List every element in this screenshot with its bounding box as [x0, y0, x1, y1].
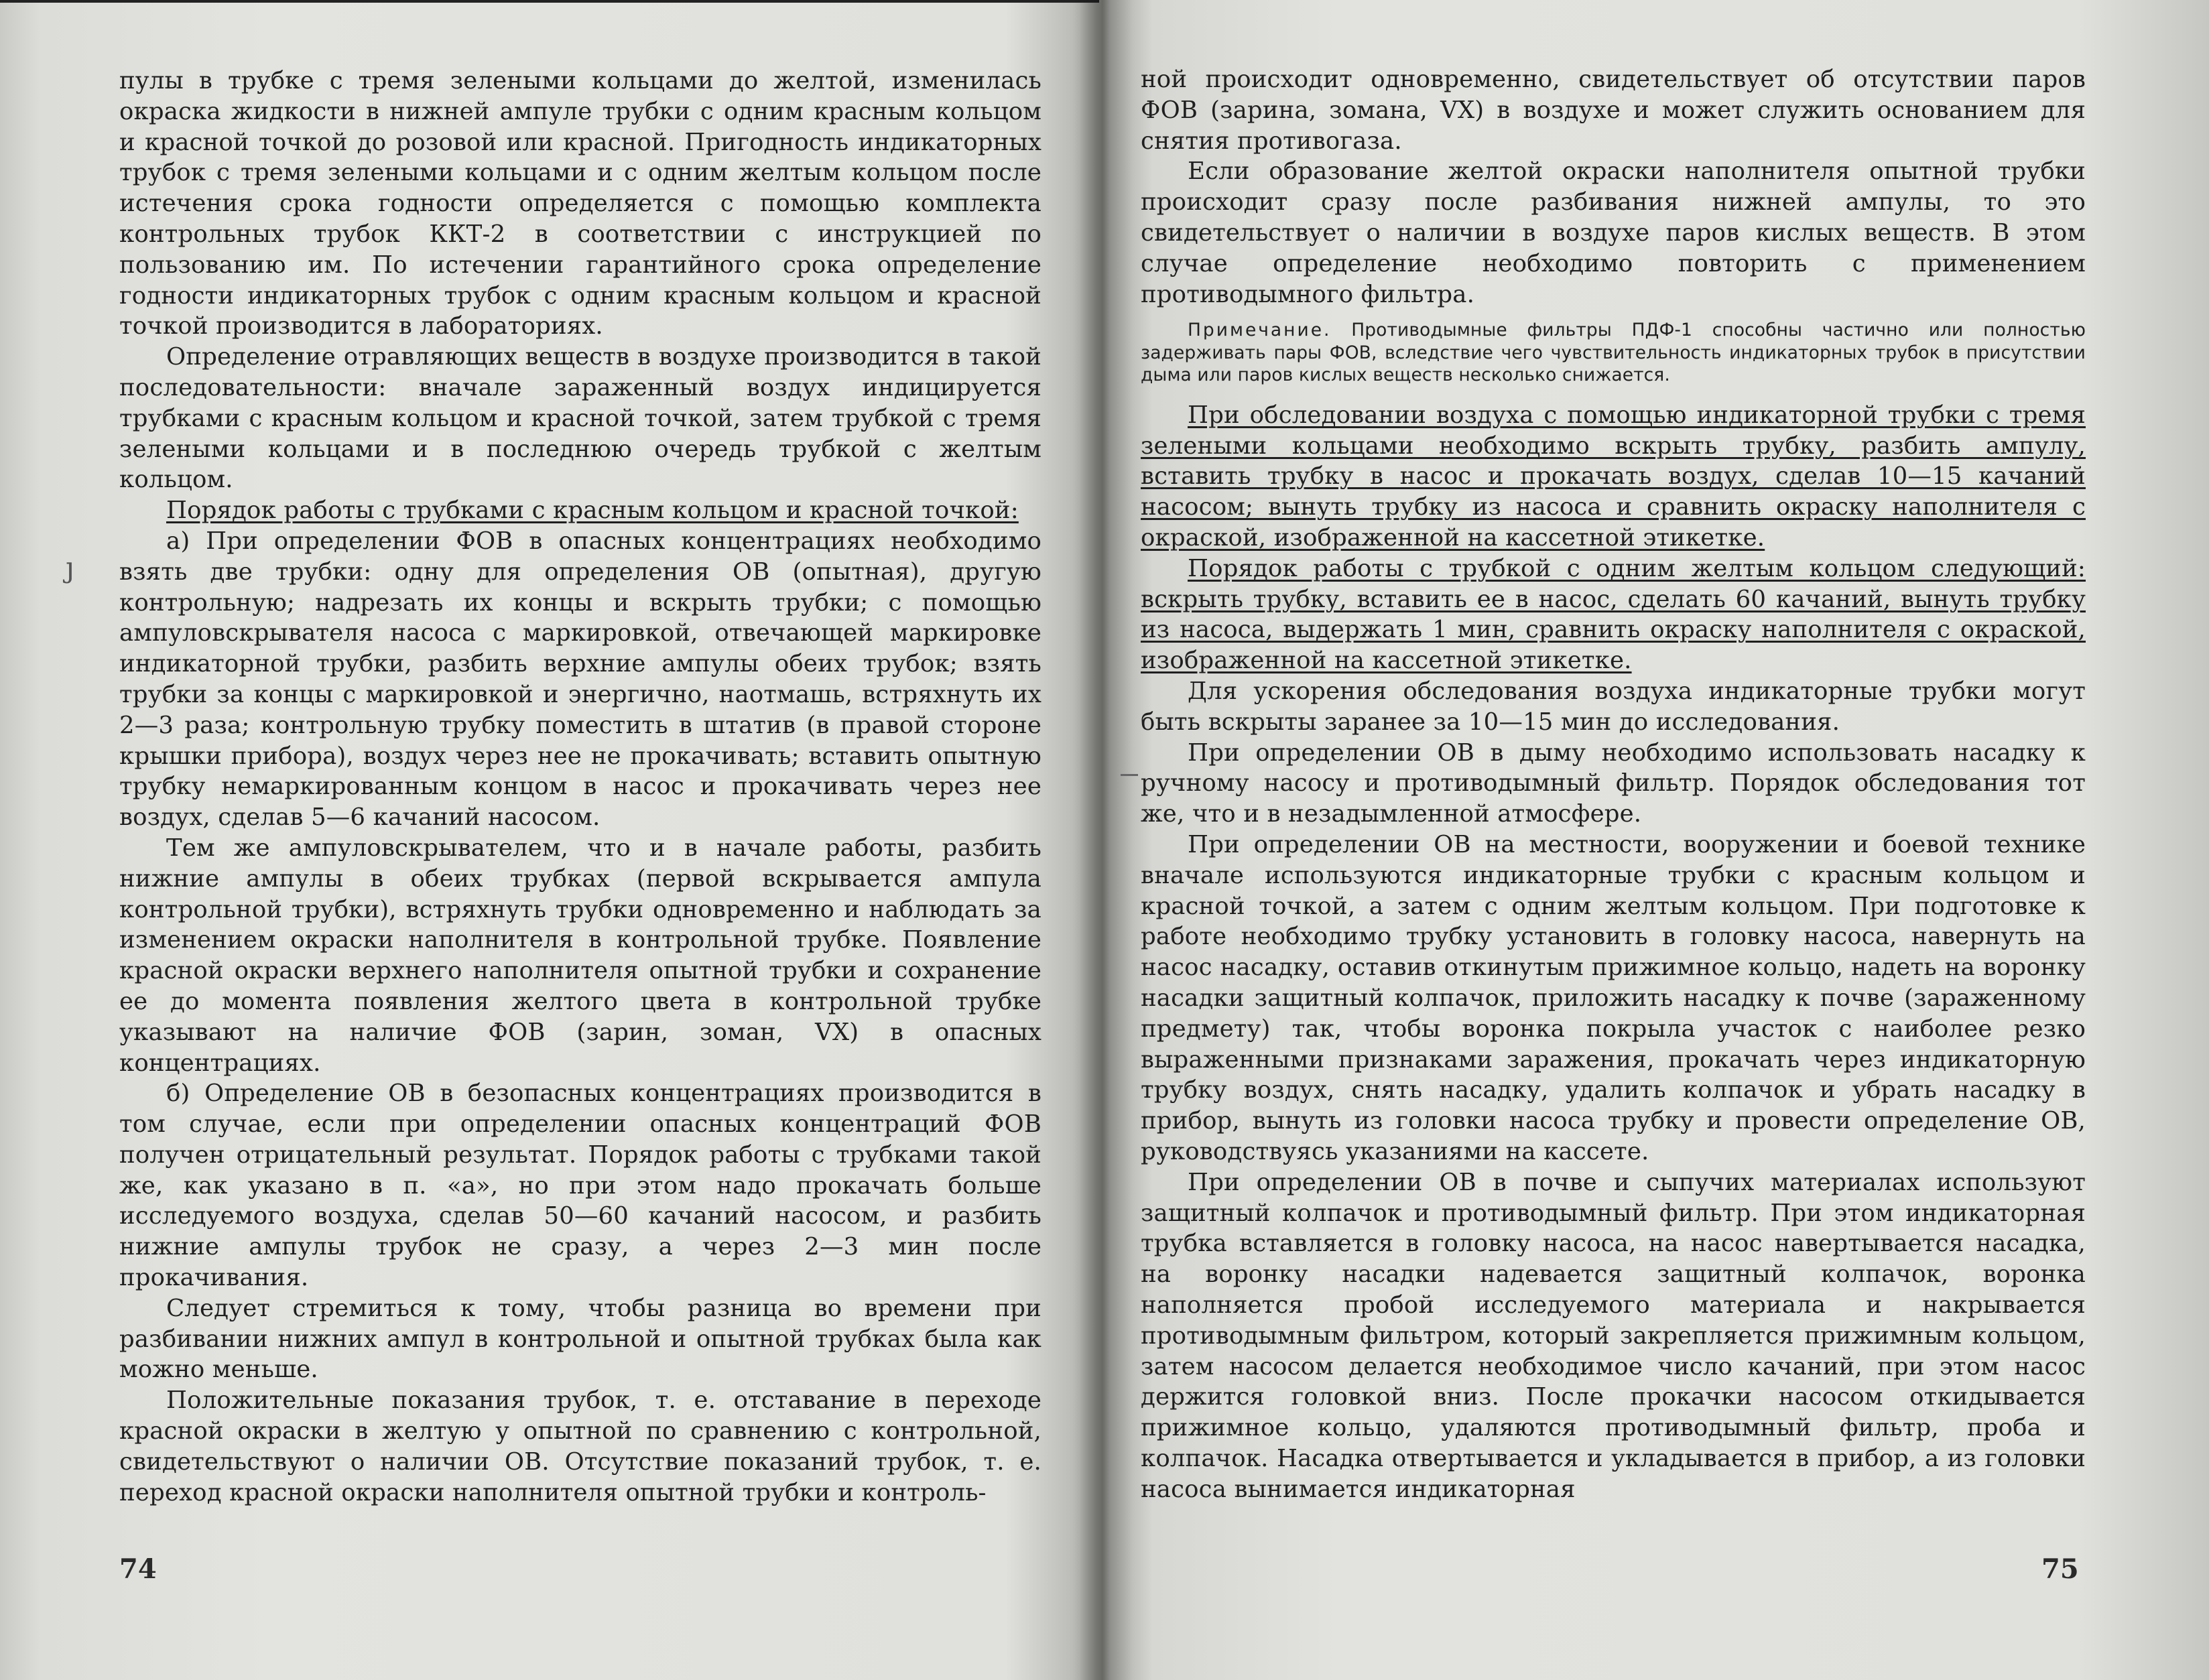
paragraph: Для ускорения обследования воздуха индикаторные трубки могут быть вскрыты заранее за 10—15 мин до исследования. [1141, 677, 2086, 736]
right-page [1106, 0, 2209, 1680]
paragraph-underlined-start: Порядок работы с трубкой с одним желтым кольцом следующий: вскрыть трубку, вставить ее в насос, сделать 60 качаний, вынуть трубку из насоса, выдержать 1 мин, сравнить окраску наполнителя с окраской, изображенной на кассетной этикетке. [1141, 554, 2086, 675]
note-text: Противодымные фильтры ПДФ-1 способны частично или полностью задерживать пары ФОВ, вследствие чего чувствительность индикаторных трубок в присутствии дыма или паров кислых веществ несколько снижается. [1141, 320, 2086, 386]
note-label: Примечание. [1188, 320, 1332, 341]
paragraph: пулы в трубке с тремя зелеными кольцами до желтой, изменилась окраска жидкости в нижней ампуле трубки с одним красным кольцом и красной точкой до розовой или красной. Пригодность индикаторных трубок с тремя зелеными кольцами и с одним желтым кольцом после истечения срока годности определяется с помощью комплекта контрольных трубок ККТ-2 в соответствии с инструкцией по пользованию им. По истечении гарантийного срока определение годности индикаторных трубок с одним красным кольцом и красной точкой производится в лабораториях. [119, 67, 1042, 340]
margin-pencil-dash [1121, 774, 1138, 776]
page-number: 75 [2041, 1553, 2079, 1585]
right-page-text [1141, 64, 2086, 1505]
paragraph: При определении ОВ на местности, вооружении и боевой технике вначале используются индикаторные трубки с красным кольцом и красной точкой, а затем с одним желтым кольцом. При подготовке к работе необходимо трубку установить в головку насоса, навернуть на насос насадку, оставив откинутым прижимное кольцо, надеть на воронку насадки защитный колпачок, приложить насадку к почве (зараженному предмету) так, чтобы воронка покрыла участок с наиболее резко выраженными признаками заражения, прокачать через индикаторную трубку воздух, снять насадку, удалить колпачок и убрать насадку в прибор, вынуть из головки насоса трубку и провести определение ОВ, руководствуясь указаниями на кассете. [1141, 831, 2086, 1165]
margin-pencil-mark: ȷ [66, 551, 75, 584]
paragraph: При определении ОВ в дыму необходимо использовать насадку к ручному насосу и противодымный фильтр. Порядок обследования тот же, что и в незадымленной атмосфере. [1141, 738, 2086, 828]
paragraph: Если образование желтой окраски наполнителя опытной трубки происходит сразу после разбивания нижней ампулы, то это свидетельствует о наличии в воздухе паров кислых веществ. В этом случае определение необходимо повторить с применением противодымного фильтра. [1141, 157, 2086, 308]
paragraph: Следует стремиться к тому, чтобы разница во времени при разбивании нижних ампул в контрольной и опытной трубках была как можно меньше. [119, 1294, 1042, 1384]
left-page [0, 0, 1099, 1680]
paragraph: ной происходит одновременно, свидетельствует об отсутствии паров ФОВ (зарина, зомана, VX) в воздухе и может служить основанием для снятия противогаза. [1141, 66, 2086, 155]
paragraph-underlined: При обследовании воздуха с помощью индикаторной трубки с тремя зелеными кольцами необходимо вскрыть трубку, разбить ампулу, вставить трубку в насос и прокачать воздух, сделав 10—15 качаний насосом; вынуть трубку из насоса и сравнить окраску наполнителя с окраской, изображенной на кассетной этикетке. [1141, 401, 2086, 552]
note [1141, 319, 2086, 387]
left-page-text [119, 66, 1042, 1508]
section-heading-underlined: Порядок работы с трубками с красным кольцом и красной точкой: [166, 497, 1019, 525]
paragraph: При определении ОВ в почве и сыпучих материалах используют защитный колпачок и противодымный фильтр. При этом индикаторная трубка вставляется в головку насоса, на насос навертывается насадка, на воронку насадки надевается защитный колпачок, воронка наполняется пробой исследуемого материала и накрывается противодымным фильтром, который закрепляется прижимным кольцом, затем насосом делается необходимое число качаний, при этом насос держится головкой вниз. После прокачки насосом откидывается прижимное кольцо, удаляются противодымный фильтр, проба и колпачок. Насадка отвертывается и укладывается в прибор, а из головки насоса вынимается индикаторная [1141, 1168, 2086, 1503]
paragraph: Определение отравляющих веществ в воздухе производится в такой последовательности: вначале зараженный воздух индицируется трубками с красным кольцом и красной точкой, затем трубкой с тремя зелеными кольцами и в последнюю очередь трубкой с желтым кольцом. [119, 343, 1042, 494]
page-number: 74 [119, 1553, 157, 1585]
paragraph: Положительные показания трубок, т. е. отставание в переходе красной окраски в желтую у опытной по сравнению с контрольной, свидетельствуют о наличии ОВ. Отсутствие показаний трубок, т. е. переход красной окраски наполнителя опытной трубки и контроль- [119, 1386, 1042, 1506]
paragraph: Тем же ампуловскрывателем, что и в начале работы, разбить нижние ампулы в обеих трубках (первой вскрывается ампула контрольной трубки), встряхнуть трубки одновременно и наблюдать за изменением окраски наполнителя в контрольной трубке. Появление красной окраски верхнего наполнителя опытной трубки и сохранение ее до момента появления желтого цвета в контрольной трубке указывают на наличие ФОВ (зарин, зоман, VX) в опасных концентрациях. [119, 834, 1042, 1077]
paragraph: б) Определение ОВ в безопасных концентрациях производится в том случае, если при определении опасных концентраций ФОВ получен отрицательный результат. Порядок работы с трубками такой же, как указано в п. «а», но при этом надо прокачать больше исследуемого воздуха, сделав 50—60 качаний насосом, и разбить нижние ампулы трубок не сразу, а через 2—3 мин после прокачивания. [119, 1080, 1042, 1292]
paragraph: а) При определении ФОВ в опасных концентрациях необходимо взять две трубки: одну для определения ОВ (опытная), другую контрольную; надрезать их концы и вскрыть трубки; с помощью ампуловскрывателя насоса с маркировкой, отвечающей маркировке индикаторной трубки, разбить верхние ампулы обеих трубок; взять трубки за концы с маркировкой и энергично, наотмашь, встряхнуть их 2—3 раза; контрольную трубку поместить в штатив (в правой стороне крышки прибора), воздух через нее не прокачивать; вставить опытную трубку немаркированным концом в насос и прокачивать через нее воздух, сделав 5—6 качаний насосом. [119, 527, 1042, 832]
